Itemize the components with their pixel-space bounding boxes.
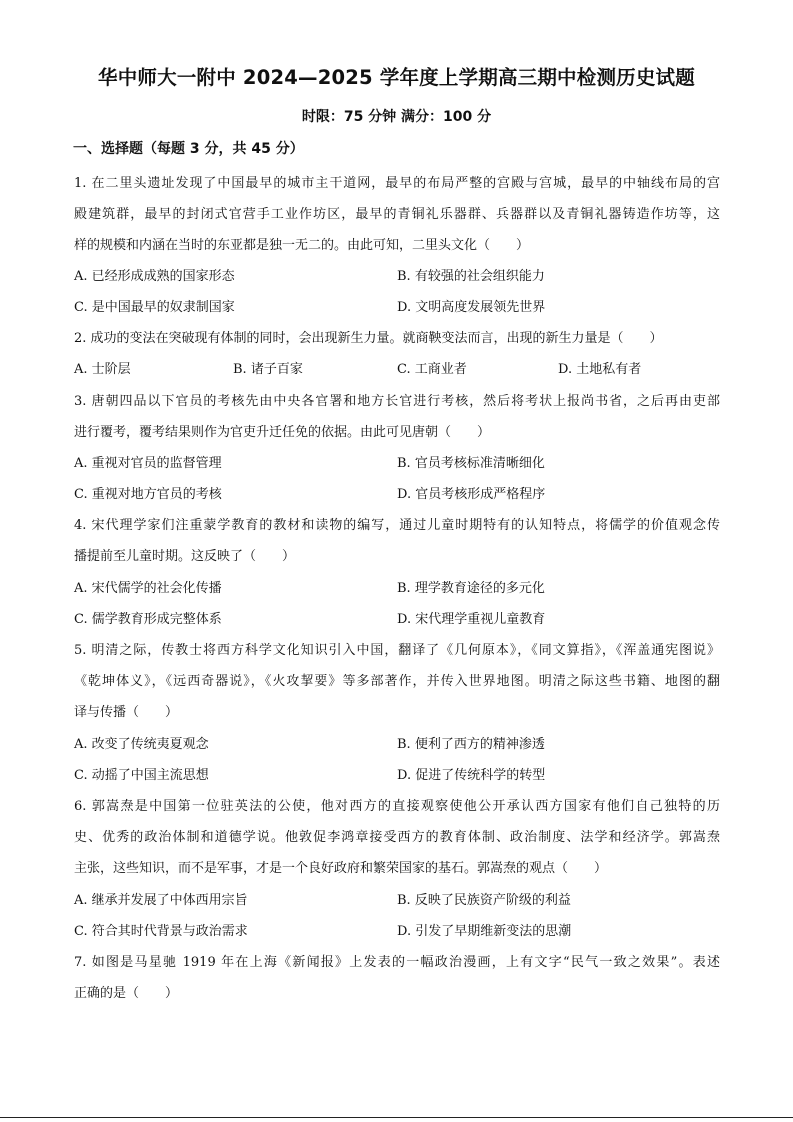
question-1-line-1: 1. 在二里头遗址发现了中国最早的城市主干道网，最早的布局严整的宫殿与宫城，最早的中轴线布局的宫 [74, 176, 720, 191]
question-6-line-1: 6. 郭嵩焘是中国第一位驻英法的公使，他对西方的直接观察使他公开承认西方国家有他们自己独特的历 [74, 799, 720, 814]
question-5-line-3: 译与传播（ ） [74, 705, 179, 720]
question-1-option-b: B. 有较强的社会组织能力 [397, 269, 545, 284]
question-6-option-b: B. 反映了民族资产阶级的利益 [397, 893, 571, 908]
question-6-line-3: 主张，这些知识，而不是军事，才是一个良好政府和繁荣国家的基石。郭嵩焘的观点（ ） [74, 861, 608, 876]
question-1-line-2: 殿建筑群，最早的封闭式官营手工业作坊区，最早的青铜礼乐器群、兵器群以及青铜礼器铸造作坊等，这 [74, 207, 720, 222]
question-3-line-2: 进行覆考，覆考结果则作为官吏升迁任免的依据。由此可见唐朝（ ） [74, 425, 491, 440]
exam-time-score: 时限：75 分钟 满分：100 分 [301, 109, 492, 125]
question-3-line-1: 3. 唐朝四品以下官员的考核先由中央各官署和地方长官进行考核，然后将考状上报尚书省，之后再由吏部 [74, 394, 720, 409]
question-5-option-c: C. 动摇了中国主流思想 [74, 768, 209, 783]
question-6-option-d: D. 引发了早期维新变法的思潮 [397, 924, 572, 939]
question-3-option-c: C. 重视对地方官员的考核 [74, 487, 222, 502]
question-5-option-d: D. 促进了传统科学的转型 [397, 768, 546, 783]
question-5-line-2: 《乾坤体义》，《远西奇器说》，《火攻挈要》等多部著作，并传入世界地图。明清之际这些书籍、地图的翻 [74, 674, 720, 689]
page-bottom-rule [0, 1117, 793, 1118]
question-4-option-b: B. 理学教育途径的多元化 [397, 581, 545, 596]
question-4-option-d: D. 宋代理学重视儿童教育 [397, 612, 546, 627]
question-5-line-1: 5. 明清之际，传教士将西方科学文化知识引入中国，翻译了《几何原本》，《同文算指》，《浑盖通宪图说》 [74, 643, 720, 658]
question-4-line-2: 播提前至儿童时期。这反映了（ ） [74, 549, 296, 564]
question-3-option-b: B. 官员考核标准清晰细化 [397, 456, 545, 471]
question-5-option-b: B. 便利了西方的精神渗透 [397, 737, 545, 752]
question-4-option-a: A. 宋代儒学的社会化传播 [74, 581, 222, 596]
question-4-option-c: C. 儒学教育形成完整体系 [74, 612, 222, 627]
question-3-option-d: D. 官员考核形成严格程序 [397, 487, 546, 502]
question-1-option-a: A. 已经形成成熟的国家形态 [74, 269, 235, 284]
question-2-option-b: B. 诸子百家 [233, 362, 303, 377]
question-2-line-1: 2. 成功的变法在突破现有体制的同时，会出现新生力量。就商鞅变法而言，出现的新生力量是（ ） [74, 331, 663, 346]
exam-title: 华中师大一附中 2024—2025 学年度上学期高三期中检测历史试题 [98, 66, 695, 89]
question-1-option-c: C. 是中国最早的奴隶制国家 [74, 300, 235, 315]
question-4-line-1: 4. 宋代理学家们注重蒙学教育的教材和读物的编写，通过儿童时期特有的认知特点，将儒学的价值观念传 [74, 518, 720, 533]
question-7-line-1: 7. 如图是马星驰 1919 年在上海《新闻报》上发表的一幅政治漫画，上有文字“民气一致之效果”。表述 [74, 955, 720, 970]
question-2-option-d: D. 土地私有者 [558, 362, 642, 377]
question-6-line-2: 史、优秀的政治体制和道德学说。他敦促李鸿章接受西方的教育体制、政治制度、法学和经济学。郭嵩焘 [74, 830, 720, 845]
question-2-option-c: C. 工商业者 [397, 362, 467, 377]
question-1-option-d: D. 文明高度发展领先世界 [397, 300, 546, 315]
question-1-line-3: 样的规模和内涵在当时的东亚都是独一无二的。由此可知，二里头文化（ ） [74, 238, 530, 253]
question-6-option-a: A. 继承并发展了中体西用宗旨 [74, 893, 248, 908]
question-5-option-a: A. 改变了传统夷夏观念 [74, 737, 209, 752]
question-7-line-2: 正确的是（ ） [74, 986, 179, 1001]
question-6-option-c: C. 符合其时代背景与政治需求 [74, 924, 248, 939]
question-2-option-a: A. 士阶层 [74, 362, 131, 377]
question-3-option-a: A. 重视对官员的监督管理 [74, 456, 222, 471]
section-heading: 一、选择题（每题 3 分，共 45 分） [73, 141, 304, 157]
